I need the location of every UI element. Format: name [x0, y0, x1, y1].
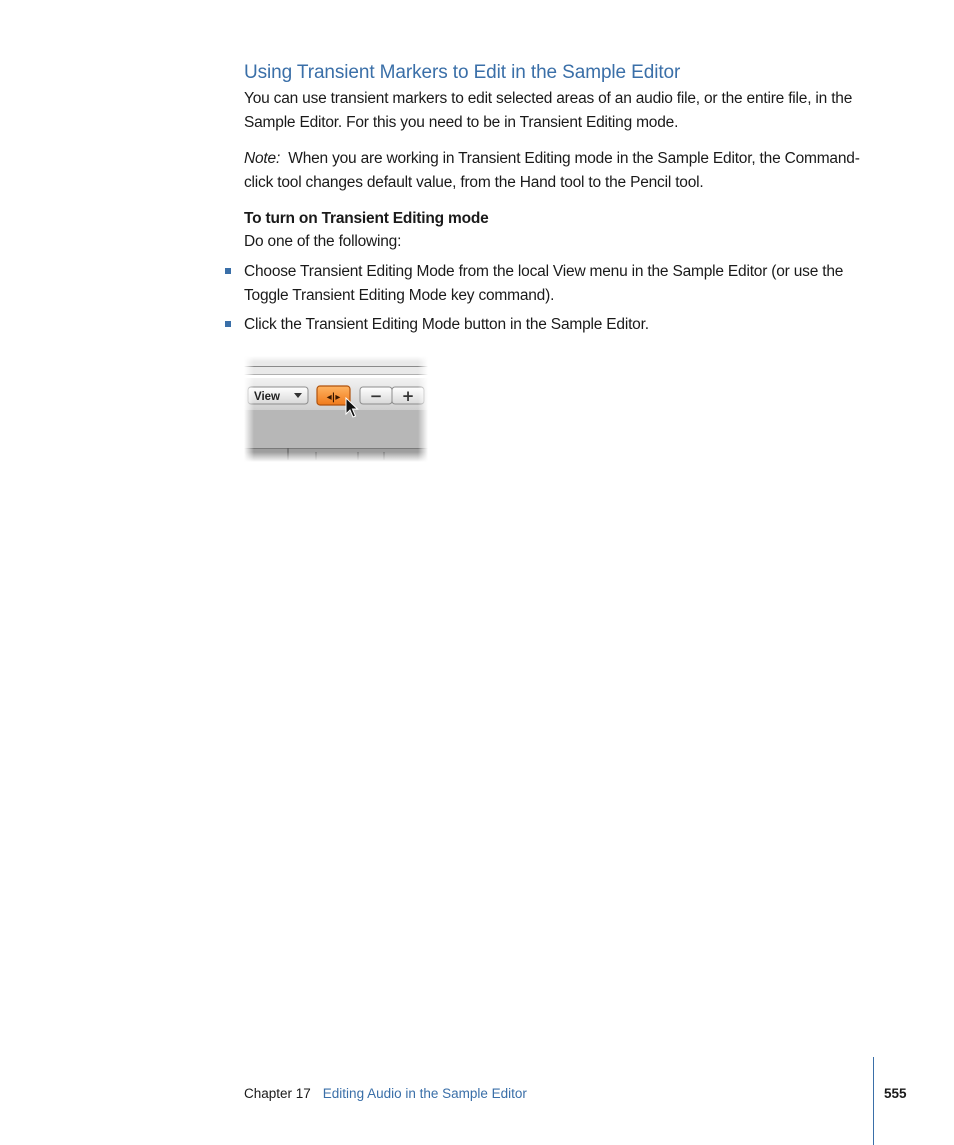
list-item: Click the Transient Editing Mode button in the Sample Editor. [244, 316, 649, 333]
list-item: Choose Transient Editing Mode from the local View menu in the Sample Editor (or use the Toggle Transient Editing Mode key command). [244, 263, 844, 304]
transient-editing-mode-button[interactable] [317, 386, 350, 405]
sample-editor-toolbar-screenshot [244, 356, 428, 462]
minus-icon: − [369, 387, 383, 405]
footer-chapter [244, 1086, 527, 1101]
plus-icon: + [401, 387, 415, 405]
intro-paragraph: You can use transient markers to edit selected areas of an audio file, or the entire file, in the Sample Editor. For this you need to be in Transient Editing mode. [244, 90, 853, 131]
note-label: Note: [244, 150, 281, 167]
zoom-out-button[interactable] [360, 387, 392, 405]
bullet-icon [225, 268, 231, 274]
transient-markers-icon: ◂|▸ [326, 392, 341, 403]
section-title: Using Transient Markers to Edit in the Sample Editor [244, 62, 681, 83]
task-heading: To turn on Transient Editing mode [244, 210, 489, 227]
footer-divider [873, 1057, 874, 1145]
note-text: When you are working in Transient Editing mode in the Sample Editor, the Command-click tool changes default value, from the Hand tool to the Pencil tool. [244, 150, 860, 191]
chapter-label: Chapter 17 [244, 1086, 311, 1101]
note-paragraph [244, 147, 884, 194]
view-menu[interactable] [248, 387, 308, 404]
page-number: 555 [884, 1086, 907, 1101]
view-menu-label: View [254, 391, 280, 403]
task-intro: Do one of the following: [244, 233, 402, 250]
bullet-icon [225, 321, 231, 327]
chapter-title: Editing Audio in the Sample Editor [322, 1086, 527, 1101]
